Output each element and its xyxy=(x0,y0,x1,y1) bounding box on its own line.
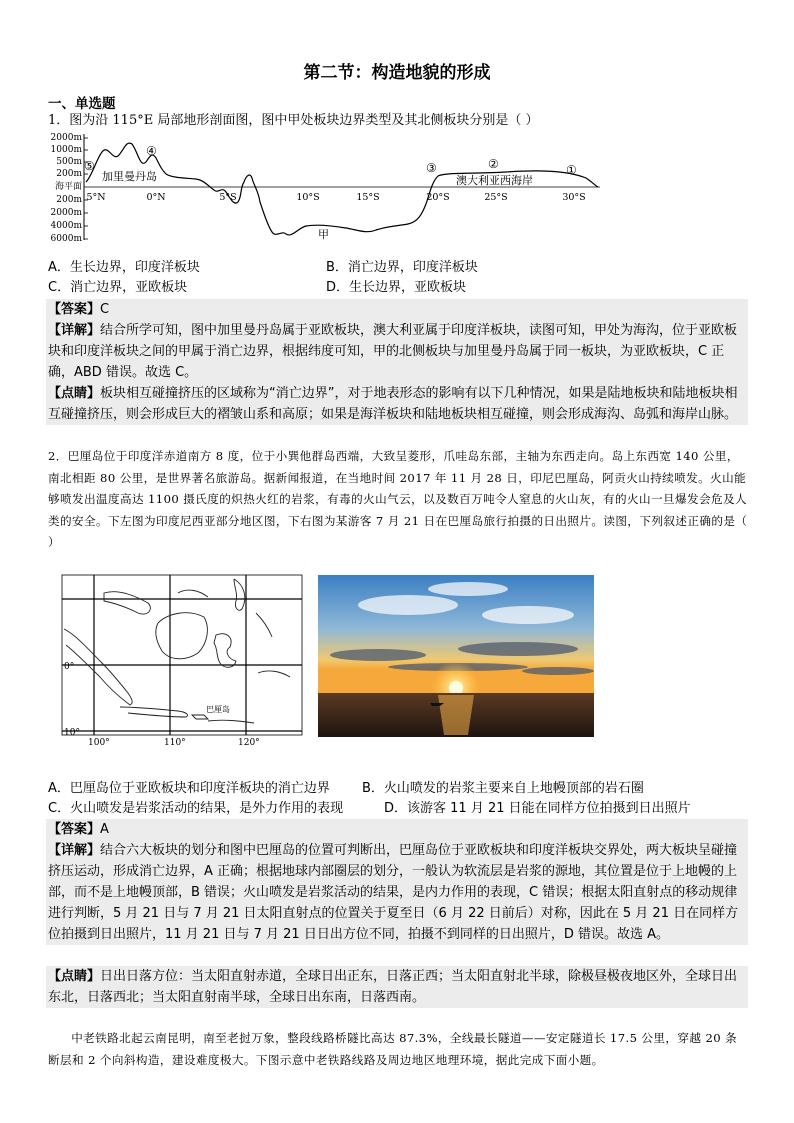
question-2-stem: 2．巴厘岛位于印度洋赤道南方 8 度，位于小巽他群岛西端，大致呈菱形，爪哇岛东部，主轴为东西走向。岛上东西宽 140 公里，南北相距 80 公里，是世界著名旅游岛。据新闻报道，在当地时间 2017 年 11 月 28 日，印尼巴厘岛，阿贡火山持续喷发。火山能够喷发出温度高达 1100 摄氏度的炽热火红的岩浆，有毒的火山气云，以及数百万吨令人窒息的火山灰，有的火山一旦爆发会危及人类的安全。下左图为印度尼西亚部分地区图，下右图为某游客 7 月 21 日在巴厘岛旅行拍摄的日出照片。读图，下列叙述正确的是（ ） xyxy=(48,449,748,549)
lat-label-0: 0° xyxy=(64,662,75,672)
q2-option-b[interactable]: B．火山喷发的岩浆主要来自上地幔顶部的岩石圈 xyxy=(362,781,644,796)
y-label: 6000m xyxy=(50,234,82,244)
answer-value: C xyxy=(100,302,110,317)
x-label: 0°N xyxy=(146,192,166,203)
marker-2: ② xyxy=(488,157,499,171)
y-label: 500m xyxy=(56,157,82,167)
x-label: 5°N xyxy=(86,192,106,203)
tip-tag: 【点睛】 xyxy=(48,386,101,401)
y-label: 2000m xyxy=(50,133,82,143)
answer-tag: 【答案】 xyxy=(48,302,101,317)
q2-answer xyxy=(46,819,748,840)
q2-option-a[interactable]: A．巴厘岛位于亚欧板块和印度洋板块的消亡边界 xyxy=(48,781,330,796)
mark-jia: 甲 xyxy=(318,228,329,241)
answer-value: A xyxy=(100,822,109,837)
indonesia-map xyxy=(58,573,308,749)
profile-line xyxy=(86,143,598,235)
answer-tag: 【答案】 xyxy=(48,822,101,837)
detail-tag: 【详解】 xyxy=(48,843,101,858)
marker-3: ③ xyxy=(426,161,437,175)
detail-text: 结合六大板块的划分和图中巴厘岛的位置可判断出，巴厘岛位于亚欧板块和印度洋板块交界处，两大板块呈碰撞挤压运动，形成消亡边界，A 正确；根据地球内部圈层的划分，一般认为软流层是岩浆的源地，其位置是位于上地幔的上部，而不是上地幔顶部，B 错误；火山喷发是岩浆活动的结果，是内力作用的表现，C 错误；根据太阳直射点的移动规律进行判断，5 月 21 日与 7 月 21 日太阳直射点的位置关于夏至日（6 月 22 日前后）对称，因此在 5 月 21 日在同样方位拍摄到日出照片，11 月 21 日与 7 月 21 日日出方位不同，拍摄不到同样的日出照片，D 错误。故选 A。 xyxy=(48,843,739,942)
question-1-stem: 1．图为沿 115°E 局部地形剖面图，图中甲处板块边界类型及其北侧板块分别是（ ） xyxy=(48,113,539,128)
detail-tag: 【详解】 xyxy=(48,323,101,338)
y-label: 1000m xyxy=(50,145,82,155)
tip-text: 板块相互碰撞挤压的区域称为“消亡边界”，对于地表形态的影响有以下几种情况，如果是陆地板块和陆地板块相互碰撞挤压，则会形成巨大的褶皱山系和高原；如果是海洋板块和陆地板块相互碰撞，则会形成海沟、岛弧和海岸山脉。 xyxy=(48,386,738,422)
tip-tag: 【点睛】 xyxy=(48,969,101,984)
marker-1: ① xyxy=(566,163,577,177)
q1-answer xyxy=(46,299,748,320)
q1-detail xyxy=(46,320,748,383)
detail-text: 结合所学可知，图中加里曼丹岛属于亚欧板块，澳大利亚属于印度洋板块，读图可知，甲处为海沟，位于亚欧板块和印度洋板块之间的甲属于消亡边界，根据纬度可知，甲的北侧板块与加里曼丹岛属于同一板块，为亚欧板块，C 正确，ABD 错误。故选 C。 xyxy=(48,323,738,380)
q1-option-a[interactable]: A．生长边界，印度洋板块 xyxy=(48,260,200,275)
q2-detail xyxy=(46,840,748,945)
lon-label-110: 110° xyxy=(164,738,186,748)
y-label: 200m xyxy=(56,195,82,205)
lon-label-100: 100° xyxy=(88,738,110,748)
section-heading: 一、单选题 xyxy=(48,96,116,112)
q1-option-d[interactable]: D．生长边界，亚欧板块 xyxy=(326,280,467,295)
right-landmass-label: 澳大利亚西海岸 xyxy=(456,174,533,187)
marker-4: ④ xyxy=(146,144,157,158)
y-label: 2000m xyxy=(50,208,82,218)
q2-option-c[interactable]: C．火山喷发是岩浆活动的结果，是外力作用的表现 xyxy=(48,801,344,816)
y-label: 4000m xyxy=(50,221,82,231)
x-label: 15°S xyxy=(356,192,380,203)
marker-5: ⑤ xyxy=(84,159,95,173)
q2-option-d[interactable]: D．该游客 11 月 21 日能在同样方位拍摄到日出照片 xyxy=(384,801,691,816)
left-landmass-label: 加里曼丹岛 xyxy=(102,170,157,183)
x-label: 5°S xyxy=(219,192,237,203)
question-3-intro: 中老铁路北起云南昆明，南至老挝万象，整段线路桥隧比高达 87.3%，全线最长隧道——安定隧道长 17.5 公里，穿越 20 条断层和 2 个向斜构造，建设难度极大。下图示意中老铁路线路及周边地区地理环境，据此完成下面小题。 xyxy=(48,1031,738,1067)
x-label: 10°S xyxy=(296,192,320,203)
q2-tip xyxy=(46,966,748,1008)
x-label: 25°S xyxy=(484,192,508,203)
y-label: 海平面 xyxy=(54,182,82,192)
lat-label-10: 10° xyxy=(64,728,80,738)
tip-text: 日出日落方位：当太阳直射赤道，全球日出正东，日落正西；当太阳直射北半球，除极昼极夜地区外，全球日出东北，日落西北；当太阳直射南半球，全球日出东南，日落西南。 xyxy=(48,969,738,1005)
page-title: 第二节：构造地貌的形成 xyxy=(303,63,491,83)
sunrise-photo xyxy=(318,575,594,737)
x-label: 20°S xyxy=(426,192,450,203)
q1-tip xyxy=(46,383,748,425)
lon-label-120: 120° xyxy=(238,738,260,748)
bali-label: 巴厘岛 xyxy=(206,705,230,714)
x-label: 30°S xyxy=(562,192,586,203)
q1-option-c[interactable]: C．消亡边界，亚欧板块 xyxy=(48,280,188,295)
q1-option-b[interactable]: B．消亡边界，印度洋板块 xyxy=(326,260,478,275)
y-label: 200m xyxy=(56,169,82,179)
terrain-profile-chart xyxy=(46,130,608,250)
